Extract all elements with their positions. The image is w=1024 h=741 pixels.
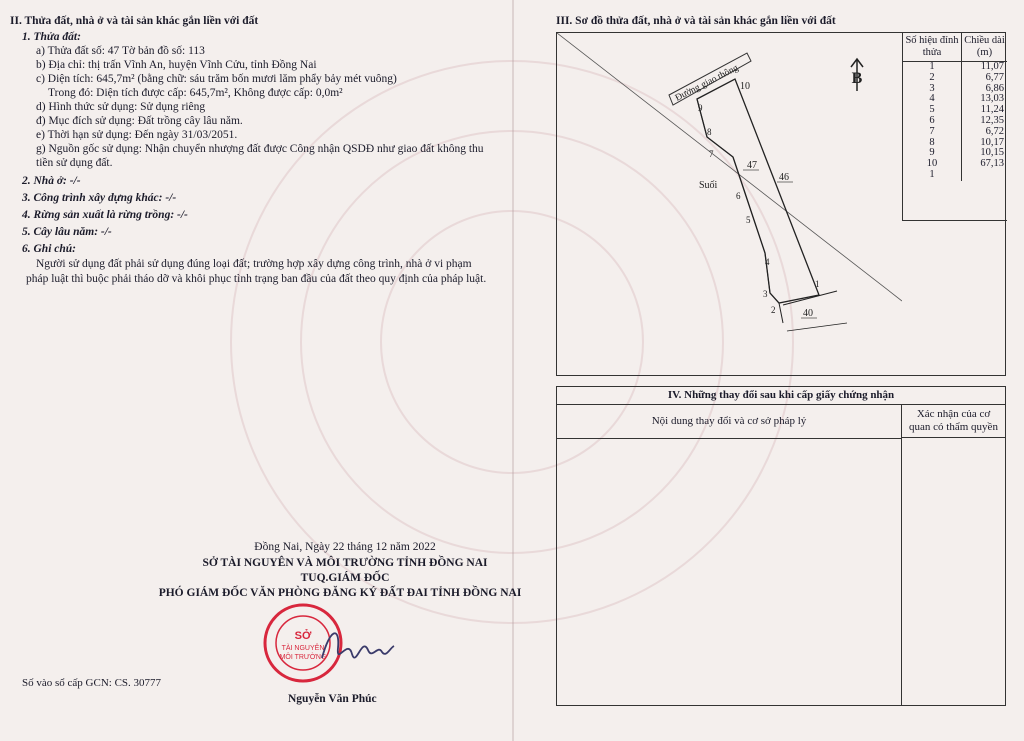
vertex-id: 5 (903, 105, 962, 116)
other-construction-item: 3. Công trình xây dựng khác: -/- (22, 192, 177, 204)
section-4-heading: IV. Những thay đổi sau khi cấp giấy chứng nhận (557, 387, 1005, 405)
vertex-length: 67,13 (980, 158, 1004, 170)
vertex-7: 7 (709, 149, 714, 159)
issuing-org: SỞ TÀI NGUYÊN VÀ MÔI TRƯỜNG TỈNH ĐỒNG NAI (202, 557, 488, 569)
vertex-id: 4 (903, 94, 962, 105)
signer-name: Nguyễn Văn Phúc (288, 693, 377, 705)
svg-text:B: B (851, 70, 863, 87)
issue-date: Đồng Nai, Ngày 22 tháng 12 năm 2022 (254, 541, 436, 553)
vertex-length-table (902, 33, 1007, 221)
notes-line-2: pháp luật thì buộc phải tháo dỡ và khôi phục tình trạng ban đầu của đất theo quy định của pháp luật. (26, 273, 487, 285)
vertex-length: 6,86 (985, 82, 1004, 94)
parcel-area: c) Diện tích: 645,7m² (bằng chữ: sáu trăm bốn mươi lăm phẩy bảy mét vuông) (36, 73, 397, 85)
signer-position: PHÓ GIÁM ĐỐC VĂN PHÒNG ĐĂNG KÝ ĐẤT ĐAI TỈNH ĐỒNG NAI (158, 587, 522, 599)
notes-line-1: Người sử dụng đất phải sử dụng đúng loại đất; trường hợp xây dựng công trình, nhà ở vi phạm (36, 258, 472, 270)
parcel-title: 1. Thửa đất: (22, 31, 81, 43)
neighbor-40-label: 40 (803, 308, 813, 319)
table-header-length: Chiều dài (m) (962, 33, 1008, 62)
usage-term: e) Thời hạn sử dụng: Đến ngày 31/03/2051. (36, 129, 238, 141)
vertex-id: 8 (903, 138, 962, 149)
vertex-id: 3 (903, 84, 962, 95)
vertex-2: 2 (771, 305, 776, 315)
stream-label: Suối (699, 180, 718, 191)
signer-authority: TUQ.GIÁM ĐỐC (300, 572, 390, 584)
table-row (903, 73, 1007, 84)
table-row (903, 127, 1007, 138)
svg-text:TÀI NGUYÊN: TÀI NGUYÊN (281, 645, 325, 652)
changes-panel (556, 386, 1006, 706)
vertex-length: 10,15 (980, 147, 1004, 159)
vertex-length: 6,77 (985, 71, 1004, 83)
perennial-trees-item: 5. Cây lâu năm: -/- (22, 226, 112, 238)
changes-col-confirm-header: Xác nhận của cơ quan có thẩm quyền (902, 404, 1005, 438)
vertex-id: 10 (903, 159, 962, 170)
vertex-length (962, 170, 1008, 181)
parcel-number-label: 47 (747, 160, 757, 171)
changes-column-divider (901, 404, 902, 705)
vertex-length: 12,35 (980, 114, 1004, 126)
vertex-labels (698, 103, 820, 315)
vertex-1: 1 (815, 279, 820, 289)
vertex-length: 13,03 (980, 93, 1004, 105)
neighbor-46-label: 46 (779, 172, 789, 183)
vertex-4: 4 (765, 257, 770, 267)
vertex-length: 10,17 (980, 136, 1004, 148)
svg-text:MÔI TRƯỜNG: MÔI TRƯỜNG (279, 654, 327, 661)
table-row (903, 170, 1007, 181)
signature-icon (318, 618, 398, 680)
notes-title: 6. Ghi chú: (22, 243, 76, 255)
parcel-map (557, 33, 902, 375)
parcel-address: b) Địa chỉ: thị trấn Vĩnh An, huyện Vĩnh Cửu, tỉnh Đồng Nai (36, 59, 317, 71)
vertex-id: 9 (903, 148, 962, 159)
north-arrow-icon (851, 59, 863, 91)
table-header-vertex: Số hiệu đỉnh thửa (903, 33, 962, 62)
vertex-id: 1 (903, 62, 962, 73)
vertex-id: 1 (903, 170, 962, 181)
vertex-3: 3 (763, 289, 768, 299)
usage-form: d) Hình thức sử dụng: Sử dụng riêng (36, 101, 206, 113)
house-item: 2. Nhà ở: -/- (22, 175, 81, 187)
vertex-8: 8 (707, 127, 712, 137)
vertex-id: 6 (903, 116, 962, 127)
vertex-id: 7 (903, 127, 962, 138)
usage-origin-cont: tiền sử dụng đất. (36, 157, 113, 169)
vertex-length: 11,07 (980, 61, 1004, 72)
vertex-id: 2 (903, 73, 962, 84)
vertex-6: 6 (736, 191, 741, 201)
parcel-area-detail: Trong đó: Diện tích được cấp: 645,7m², Không được cấp: 0,0m² (48, 87, 343, 99)
road-label: Đường giao thông (673, 63, 741, 104)
usage-origin: g) Nguồn gốc sử dụng: Nhận chuyển nhượng đất được Công nhận QSDĐ như giao đất không thu (36, 143, 484, 155)
changes-col-content-header: Nội dung thay đổi và cơ sở pháp lý (557, 404, 901, 439)
section-2-heading: II. Thửa đất, nhà ở và tài sản khác gắn liền với đất (10, 15, 259, 27)
vertex-5: 5 (746, 215, 751, 225)
table-row (903, 159, 1007, 170)
vertex-length: 6,72 (985, 125, 1004, 137)
registry-number: Số vào sổ cấp GCN: CS. 30777 (22, 677, 162, 689)
vertex-length: 11,24 (980, 104, 1004, 116)
vertex-9: 9 (698, 103, 703, 113)
section-3-heading: III. Sơ đồ thửa đất, nhà ở và tài sản khác gắn liền với đất (556, 15, 836, 27)
parcel-diagram-panel (556, 32, 1006, 376)
page-fold (512, 0, 514, 741)
vertex-table-body (903, 62, 1007, 181)
planted-forest-item: 4. Rừng sản xuất là rừng trồng: -/- (22, 209, 188, 221)
parcel-number: a) Thửa đất số: 47 Tờ bản đồ số: 113 (36, 45, 205, 57)
usage-purpose: đ) Mục đích sử dụng: Đất trồng cây lâu năm. (36, 115, 243, 127)
neighbor-10-label: 10 (740, 81, 750, 92)
svg-text:SỞ: SỞ (294, 630, 312, 642)
